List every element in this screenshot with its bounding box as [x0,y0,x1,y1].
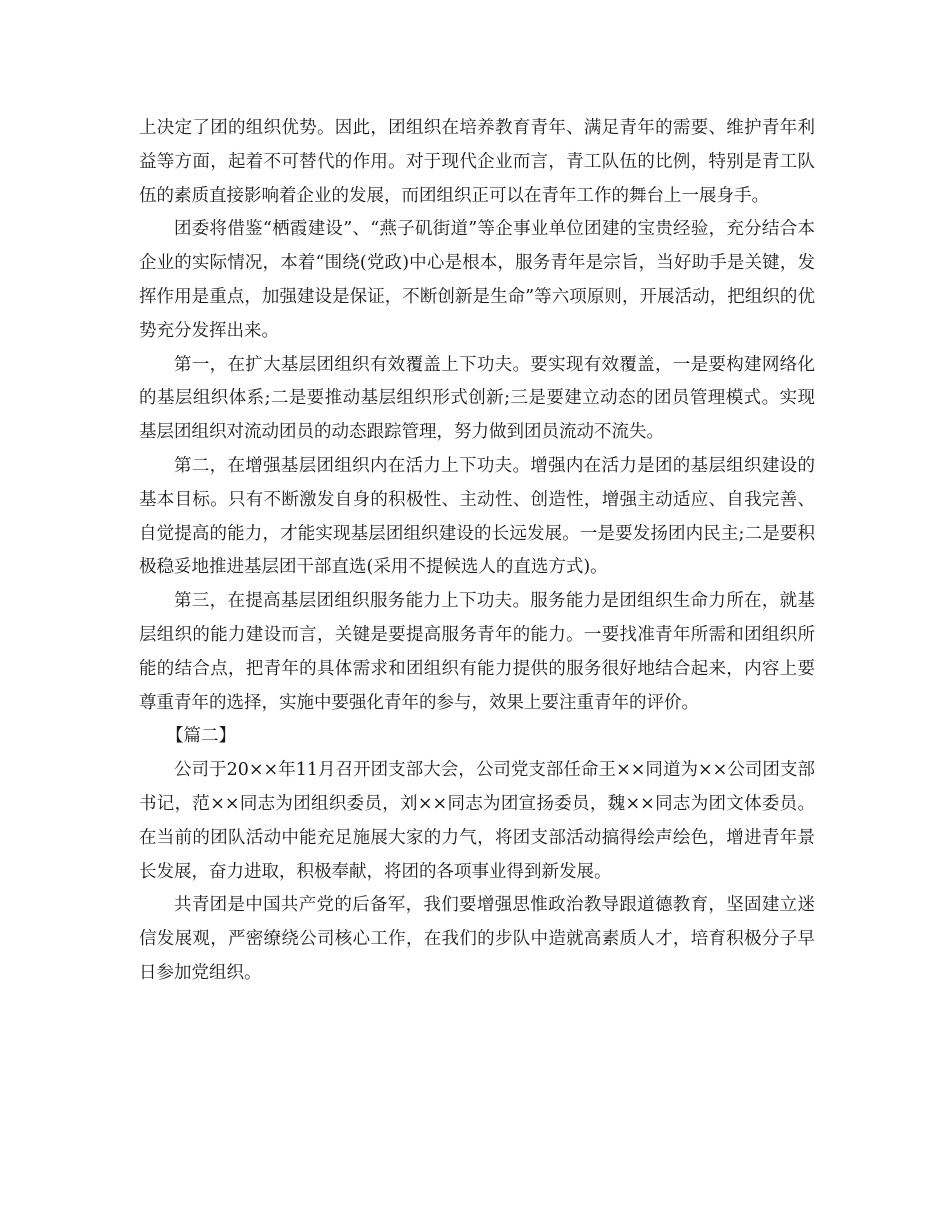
paragraph-principles: 团委将借鉴“栖霞建设”、“燕子矶街道”等企事业单位团建的宝贵经验，充分结合本企业的实际情况，本着“围绕(党政)中心是根本，服务青年是宗旨，当好助手是关键，发挥作用是重点，加强建设是保证，不断创新是生命”等六项原则，开展活动，把组织的优势充分发挥出来。 [139,219,815,341]
paragraph-continuation: 上决定了团的组织优势。因此，团组织在培养教育青年、满足青年的需要、维护青年利益等方面，起着不可替代的作用。对于现代企业而言，青工队伍的比例，特别是青工队伍的素质直接影响着企业的发展，而团组织正可以在青年工作的舞台上一展身手。 [139,118,815,206]
section-heading: 【篇二】 [166,726,236,747]
paragraph-first-point: 第一，在扩大基层团组织有效覆盖上下功夫。要实现有效覆盖，一是要构建网络化的基层组织体系;二是要推动基层组织形式创新;三是要建立动态的团员管理模式。实现基层团组织对流动团员的动态跟踪管理，努力做到团员流动不流失。 [139,354,815,443]
paragraph-second-point: 第二，在增强基层团组织内在活力上下功夫。增强内在活力是团的基层组织建设的基本目标。只有不断激发自身的积极性、主动性、创造性，增强主动适应、自我完善、自觉提高的能力，才能实现基层团组织建设的长远发展。一是要发扬团内民主;二是要积极稳妥地推进基层团干部直选(采用不提候选人的直选方式)。 [139,455,815,578]
paragraph-third-point: 第三，在提高基层团组织服务能力上下功夫。服务能力是团组织生命力所在，就基层组织的能力建设而言，关键是要提高服务青年的能力。一要找准青年所需和团组织所能的结合点，把青年的具体需求和团组织有能力提供的服务很好地结合起来，内容上要尊重青年的选择，实施中要强化青年的参与，效果上要注重青年的评价。 [139,591,815,713]
paragraph-branch-meeting: 公司于20××年11月召开团支部大会，公司党支部任命王××同道为××公司团支部书记，范××同志为团组织委员，刘××同志为团宣扬委员，魏××同志为团文体委员。在当前的团队活动中能充足施展大家的力气，将团支部活动搞得绘声绘色，增进青年景长发展，奋力进取，积极奉献，将团的各项事业得到新发展。 [139,760,815,882]
paragraph-youth-league: 共青团是中国共产党的后备军，我们要增强思惟政治教导跟道德教育，坚固建立迷信发展观，严密缭绕公司核心工作，在我们的步队中造就高素质人才，培育积极分子早日参加党组织。 [139,895,815,983]
document-body [139,112,815,991]
